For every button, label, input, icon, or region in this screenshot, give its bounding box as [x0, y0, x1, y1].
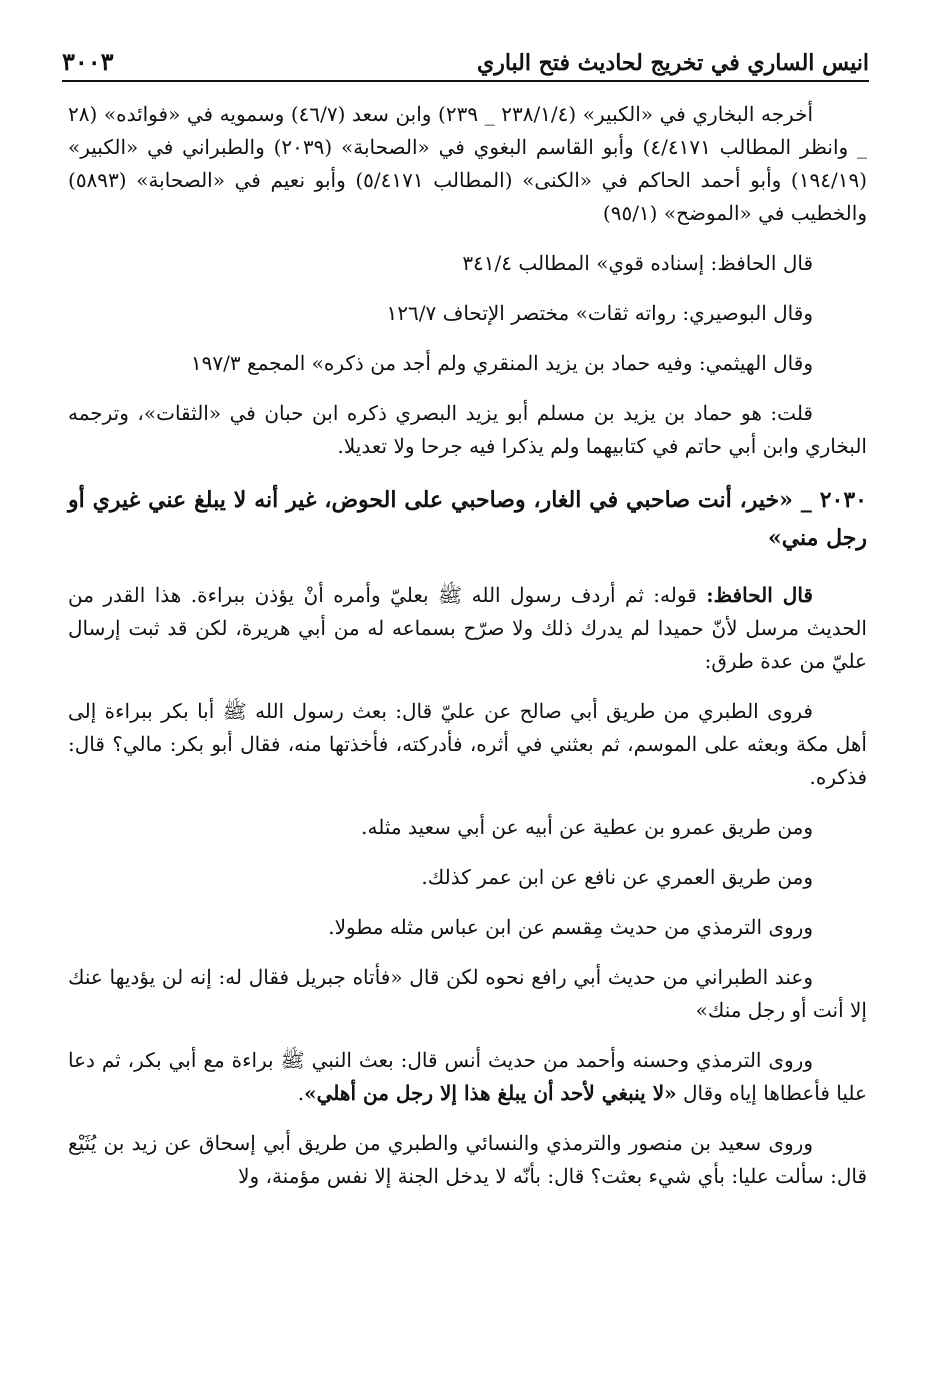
commentary-text: قوله: ثم أردف رسول الله ﷺ بعليّ وأمره أنْ يؤذن ببراءة. هذا القدر من الحديث مرسل لأنّ حميدا لم يدرك ذلك ولا صرّح بسماعه له من أبي هريرة، لكن قد ثبت إرسال عليّ من عدة طرق: — [68, 583, 867, 673]
commentary-paragraph: ومن طريق العمري عن نافع عن ابن عمر كذلك. — [421, 865, 813, 889]
commentary-paragraph: ومن طريق عمرو بن عطية عن أبيه عن أبي سعيد مثله. — [361, 815, 813, 839]
hadith-2030-text: ٢٠٣٠ _ «خير، أنت صاحبي في الغار، وصاحبي على الحوض، غير أنه لا يبلغ عني غيري أو رجل مني» — [68, 487, 867, 551]
commentary-lead: قال الحافظ: — [706, 583, 813, 607]
quoted-hadith-bold: «لا ينبغي لأحد أن يبلغ هذا إلا رجل من أهلي» — [304, 1081, 677, 1105]
page-body — [68, 98, 867, 1193]
commentary-paragraph — [68, 1044, 867, 1110]
page-header — [62, 34, 869, 76]
commentary-paragraph — [68, 579, 867, 678]
haythami-verdict: وقال الهيثمي: وفيه حماد بن يزيد المنقري ولم أجد من ذكره» المجمع ١٩٧/٣ — [190, 351, 813, 375]
busiri-verdict: وقال البوصيري: رواته ثقات» مختصر الإتحاف ١٢٦/٧ — [386, 301, 813, 325]
commentary-paragraph: وعند الطبراني من حديث أبي رافع نحوه لكن قال «فأتاه جبريل فقال له: إنه لن يؤديها عنك إلا أنت أو رجل منك» — [68, 965, 867, 1022]
commentary-tail: . — [297, 1081, 305, 1105]
running-title: انيس الساري في تخريج لحاديث فتح الباري — [477, 50, 869, 76]
header-divider — [62, 80, 869, 82]
hafiz-verdict: قال الحافظ: إسناده قوي» المطالب ٣٤١/٤ — [462, 251, 813, 275]
commentary-text: وروى الترمذي وحسنه وأحمد من حديث أنس قال: بعث النبي ﷺ براءة مع أبي بكر، ثم دعا عليا فأعطاها إياه وقال — [68, 1048, 867, 1105]
commentary-paragraph: فروى الطبري من طريق أبي صالح عن عليّ قال: بعث رسول الله ﷺ أبا بكر ببراءة إلى أهل مكة وبعثه على الموسم، ثم بعثني في أثره، فأدركته، فأخذتها منه، فقال أبو بكر: مالي؟ قال: فذكره. — [68, 699, 867, 789]
commentary-paragraph: وروى سعيد بن منصور والترمذي والنسائي والطبري من طريق أبي إسحاق عن زيد بن يُثَيْع قال: سألت عليا: بأي شيء بعثت؟ قال: بأنّه لا يدخل الجنة إلا نفس مؤمنة، ولا — [68, 1131, 867, 1188]
commentary-paragraph: وروى الترمذي من حديث مِقسم عن ابن عباس مثله مطولا. — [328, 915, 813, 939]
author-note: قلت: هو حماد بن يزيد بن مسلم أبو يزيد البصري ذكره ابن حبان في «الثقات»، وترجمه البخاري وابن أبي حاتم في كتابيهما ولم يذكرا فيه جرحا ولا تعديلا. — [68, 401, 867, 458]
takhrij-paragraph: أخرجه البخاري في «الكبير» (٢٣٨/١/٤ _ ٢٣٩) وابن سعد (٤٦/٧) وسمويه في «فوائده» (٢٨ _ وانظر المطالب ٤/٤١٧١) وأبو القاسم البغوي في «الصحابة» (٢٠٣٩) والطبراني في «الكبير» (١٩٤/١٩) وأبو أحمد الحاكم في «الكنى» (المطالب ٥/٤١٧١) وأبو نعيم في «الصحابة» (٥٨٩٣) والخطيب في «الموضح» (٩٥/١) — [68, 102, 867, 225]
page-number: ٣٠٠٣ — [62, 47, 114, 76]
